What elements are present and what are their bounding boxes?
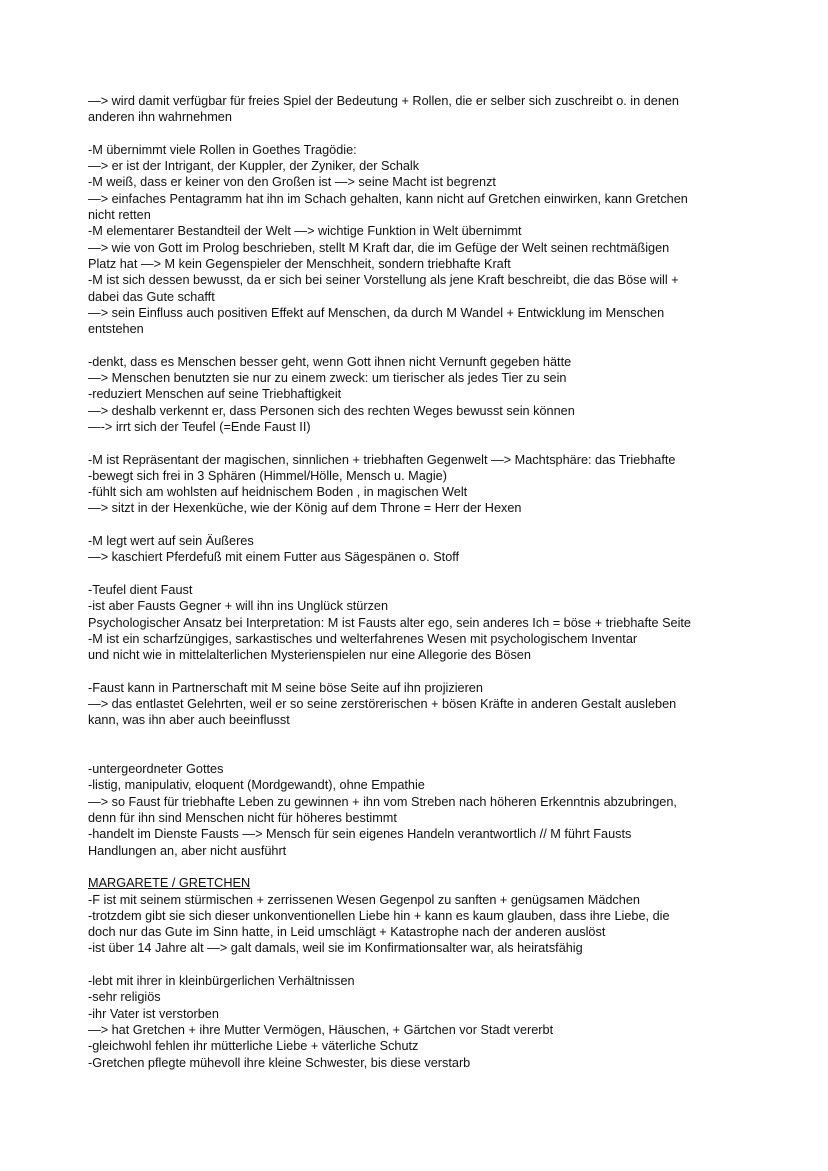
text-line: —-> irrt sich der Teufel (=Ende Faust II) bbox=[88, 419, 311, 434]
text-line: —> wird damit verfügbar für freies Spiel der Bedeutung + Rollen, die er selber sich zuschreibt o. in denen bbox=[88, 94, 679, 108]
text-line: —> kaschiert Pferdefuß mit einem Futter aus Sägespänen o. Stoff bbox=[88, 550, 460, 565]
paragraph-appearance bbox=[88, 533, 748, 566]
text-line: —> das entlastet Gelehrten, weil er so seine zerstörerischen + bösen Kräfte in anderen Gestalt ausleben bbox=[88, 696, 677, 711]
paragraph-servant bbox=[88, 582, 748, 663]
text-line: —> hat Gretchen + ihre Mutter Vermögen, Häuschen, + Gärtchen vor Stadt vererbt bbox=[88, 1022, 554, 1037]
text-line: -reduziert Menschen auf seine Triebhaftigkeit bbox=[88, 387, 342, 402]
text-line: -M ist Repräsentant der magischen, sinnlichen + triebhaften Gegenwelt —> Machtsphäre: das Triebhafte bbox=[88, 452, 676, 467]
text-line: -fühlt sich am wohlsten auf heidnischem Boden , in magischen Welt bbox=[88, 485, 468, 500]
text-line: -handelt im Dienste Fausts —> Mensch für sein eigenes Handeln verantwortlich // M führt Fausts bbox=[88, 827, 632, 842]
text-line: kann, was ihn aber auch beeinflusst bbox=[88, 713, 290, 728]
text-line: -Teufel dient Faust bbox=[88, 582, 193, 597]
text-line: -gleichwohl fehlen ihr mütterliche Liebe + väterliche Schutz bbox=[88, 1039, 419, 1054]
text-line: -M ist ein scharfzüngiges, sarkastisches und welterfahrenes Wesen mit psychologischem Inventar bbox=[88, 631, 638, 646]
paragraph-goethe-roles bbox=[88, 142, 748, 338]
text-line: -ist aber Fausts Gegner + will ihn ins Unglück stürzen bbox=[88, 599, 389, 614]
text-line: -ist über 14 Jahre alt —> galt damals, weil sie im Konfirmationsalter war, als heiratsfähig bbox=[88, 941, 583, 956]
text-line: -trotzdem gibt sie sich dieser unkonventionellen Liebe hin + kann es kaum glauben, dass ihre Liebe, die bbox=[88, 908, 670, 923]
text-line: doch nur das Gute im Sinn hatte, in Leid umschlägt + Katastrophe nach der anderen auslöst bbox=[88, 925, 606, 940]
paragraph-magic-world bbox=[88, 452, 748, 517]
section-heading: MARGARETE / GRETCHEN bbox=[88, 876, 251, 891]
text-line: und nicht wie in mittelalterlichen Mysterienspielen nur eine Allegorie des Bösen bbox=[88, 648, 531, 663]
text-line: —> sitzt in der Hexenküche, wie der König auf dem Throne = Herr der Hexen bbox=[88, 501, 522, 516]
text-line: —> so Faust für triebhafte Leben zu gewinnen + ihn vom Streben nach höheren Erkenntnis abzubringen, bbox=[88, 794, 677, 809]
text-line: -M weiß, dass er keiner von den Großen ist —> seine Macht ist begrenzt bbox=[88, 175, 496, 190]
paragraph-roles bbox=[88, 93, 748, 126]
text-line: -bewegt sich frei in 3 Sphären (Himmel/Hölle, Mensch u. Magie) bbox=[88, 468, 447, 483]
text-line: —> Menschen benutzten sie nur zu einem zweck: um tierischer als jedes Tier zu sein bbox=[88, 371, 567, 386]
text-line: Psychologischer Ansatz bei Interpretation: M ist Fausts alter ego, sein anderes Ich = böse + triebhafte Seite bbox=[88, 615, 691, 630]
text-line: -F ist mit seinem stürmischen + zerrissenen Wesen Gegenpol zu sanften + genügsamen Mädchen bbox=[88, 892, 640, 907]
text-line: —> einfaches Pentagramm hat ihn im Schach gehalten, kann nicht auf Gretchen einwirken, kann Gretchen bbox=[88, 191, 688, 206]
paragraph-partnership bbox=[88, 680, 748, 729]
document-page bbox=[88, 93, 748, 1087]
text-line: anderen ihn wahrnehmen bbox=[88, 110, 232, 125]
text-line: nicht retten bbox=[88, 208, 151, 223]
blank-line bbox=[88, 745, 748, 761]
text-line: -M legt wert auf sein Äußeres bbox=[88, 534, 254, 549]
text-line: dabei das Gute schafft bbox=[88, 289, 215, 304]
section-margarete bbox=[88, 875, 748, 956]
text-line: -denkt, dass es Menschen besser geht, wenn Gott ihnen nicht Vernunft gegeben hätte bbox=[88, 354, 572, 369]
paragraph-family bbox=[88, 973, 748, 1071]
text-line: -listig, manipulativ, eloquent (Mordgewandt), ohne Empathie bbox=[88, 778, 425, 793]
text-line: -untergeordneter Gottes bbox=[88, 762, 224, 777]
text-line: Platz hat —> M kein Gegenspieler der Menschheit, sondern triebhafte Kraft bbox=[88, 256, 511, 271]
text-line: —> er ist der Intrigant, der Kuppler, der Zyniker, der Schalk bbox=[88, 159, 420, 174]
text-line: -lebt mit ihrer in kleinbürgerlichen Verhältnissen bbox=[88, 974, 355, 989]
text-line: -sehr religiös bbox=[88, 990, 161, 1005]
text-line: —> wie von Gott im Prolog beschrieben, stellt M Kraft dar, die im Gefüge der Welt seinen rechtmäßigen bbox=[88, 240, 670, 255]
text-line: -Gretchen pflegte mühevoll ihre kleine Schwester, bis diese verstarb bbox=[88, 1055, 471, 1070]
text-line: -Faust kann in Partnerschaft mit M seine böse Seite auf ihn projizieren bbox=[88, 680, 483, 695]
text-line: -M elementarer Bestandteil der Welt —> wichtige Funktion in Welt übernimmt bbox=[88, 224, 522, 239]
text-line: -M ist sich dessen bewusst, da er sich bei seiner Vorstellung als jene Kraft beschreibt, die das Böse will + bbox=[88, 273, 679, 288]
paragraph-character bbox=[88, 761, 748, 859]
text-line: -M übernimmt viele Rollen in Goethes Tragödie: bbox=[88, 142, 357, 157]
text-line: —> deshalb verkennt er, dass Personen sich des rechten Weges bewusst sein können bbox=[88, 403, 575, 418]
text-line: —> sein Einfluss auch positiven Effekt auf Menschen, da durch M Wandel + Entwicklung im Menschen bbox=[88, 305, 665, 320]
text-line: Handlungen an, aber nicht ausführt bbox=[88, 843, 287, 858]
paragraph-reason bbox=[88, 354, 748, 435]
text-line: denn für ihn sind Menschen nicht für höheres bestimmt bbox=[88, 811, 397, 826]
text-line: entstehen bbox=[88, 322, 144, 337]
text-line: -ihr Vater ist verstorben bbox=[88, 1006, 219, 1021]
